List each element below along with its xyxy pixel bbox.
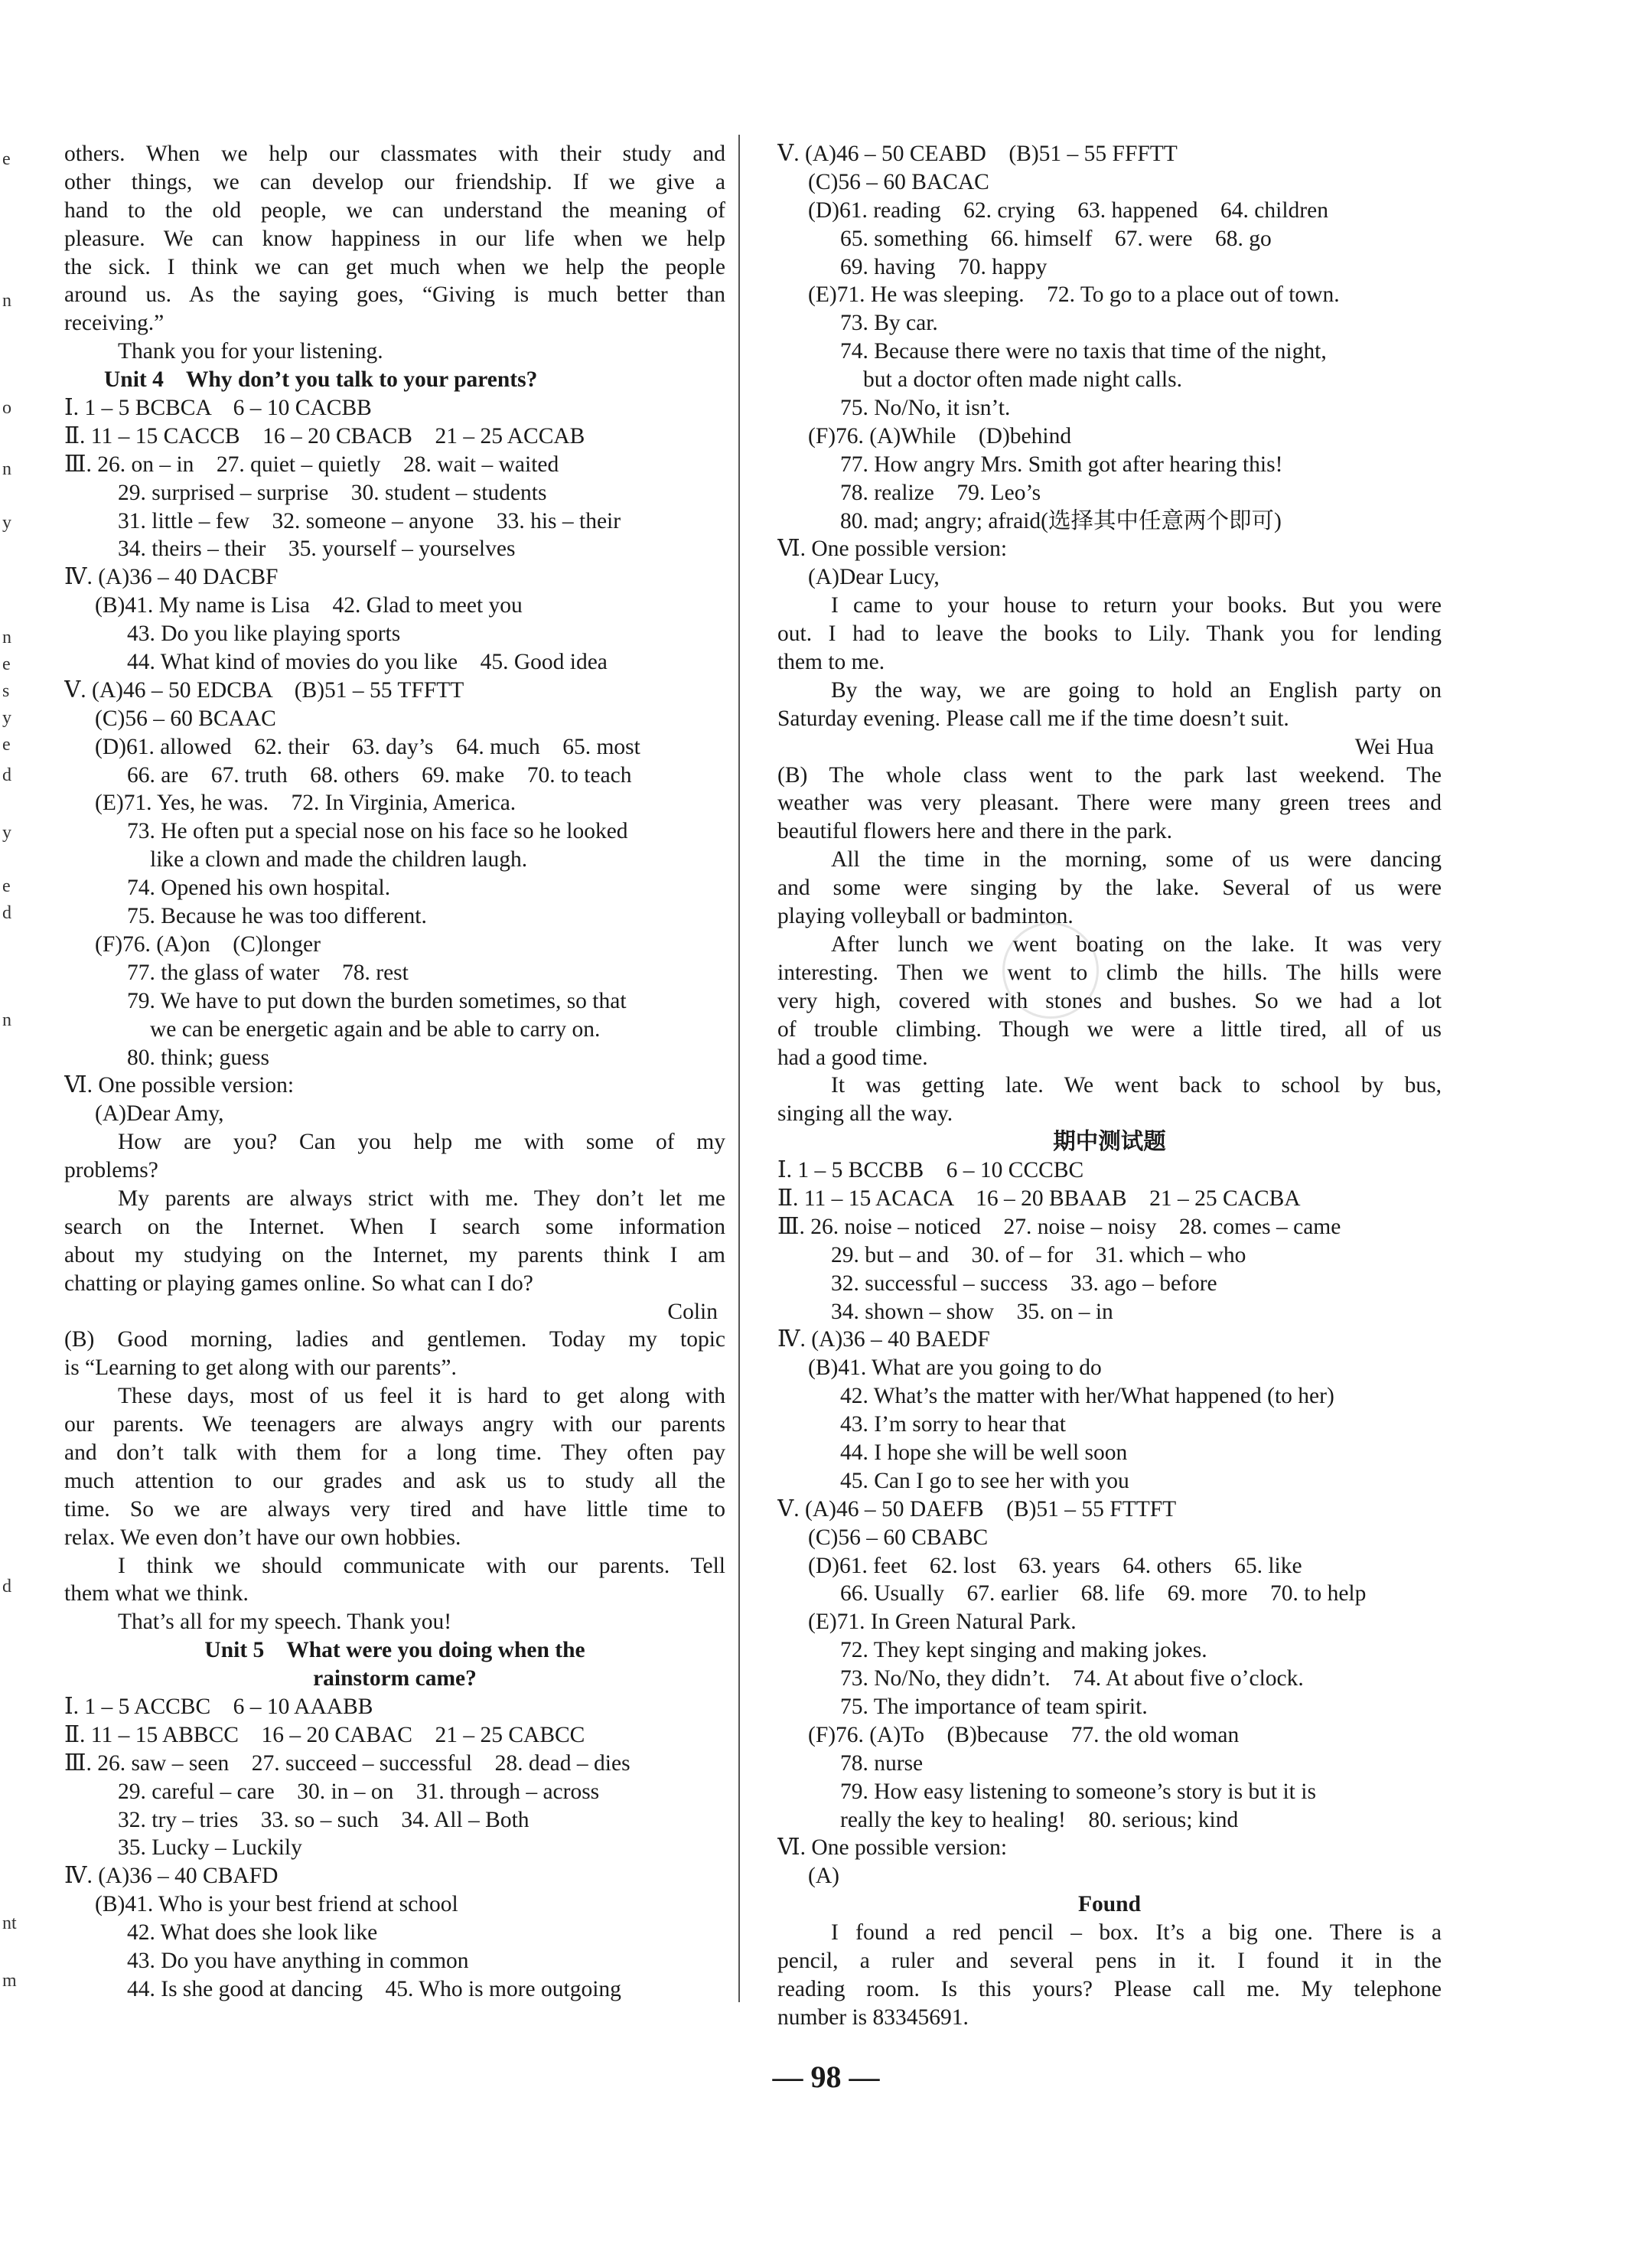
left-line: How are you? Can you help me with some of my [118,1130,725,1155]
left-line: 79. We have to put down the burden sometimes, so that [127,988,627,1013]
edge-letter: d [2,1577,11,1597]
right-line: 75. The importance of team spirit. [840,1694,1148,1719]
right-line: (F)76. (A)To (B)because 77. the old woman [808,1722,1240,1747]
right-line: weather was very pleasant. There were many green trees and [777,791,1442,816]
right-line: 34. shown – show 35. on – in [831,1299,1113,1324]
right-line: Found [1078,1892,1141,1917]
right-line: Wei Hua [1354,734,1434,759]
left-line: Ⅳ. (A)36 – 40 DACBF [64,565,279,590]
left-line: chatting or playing games online. So what can I do? [64,1270,533,1296]
left-line: (B)41. Who is your best friend at school [95,1892,458,1917]
left-line: is “Learning to get along with our parents”. [64,1355,457,1381]
right-line: (A)Dear Lucy, [808,565,940,590]
right-line: (C)56 – 60 CBABC [808,1525,989,1550]
left-line: 35. Lucky – Luckily [118,1835,302,1861]
right-line: (C)56 – 60 BACAC [808,169,989,194]
right-line: (F)76. (A)While (D)behind [808,423,1072,449]
right-line: number is 83345691. [777,2004,969,2030]
left-line: 42. What does she look like [127,1920,378,1946]
left-line: Ⅴ. (A)46 – 50 EDCBA (B)51 – 55 TFFTT [64,677,464,703]
right-line: 80. mad; angry; afraid(选择其中任意两个即可) [840,508,1282,533]
left-column [64,140,725,2004]
left-line: 66. are 67. truth 68. others 69. make 70. to teach [127,762,632,788]
right-line: 32. successful – success 33. ago – before [831,1270,1217,1296]
left-line: 31. little – few 32. someone – anyone 33. his – their [118,508,621,533]
left-line: them what we think. [64,1581,249,1606]
left-line: relax. We even don’t have our own hobbies. [64,1525,461,1550]
left-line: (B) Good morning, ladies and gentlemen. Today my topic [64,1327,725,1352]
left-line: 80. think; guess [127,1045,270,1070]
left-line: 73. He often put a special nose on his face so he looked [127,819,628,844]
right-line: reading room. Is this yours? Please call me. My telephone [777,1976,1442,2001]
left-line: (E)71. Yes, he was. 72. In Virginia, America. [95,791,516,816]
left-line: receiving.” [64,311,165,336]
left-line: That’s all for my speech. Thank you! [118,1610,452,1635]
left-line: Ⅰ. 1 – 5 ACCBC 6 – 10 AAABB [64,1694,373,1719]
left-line: about my studying on the Internet, my parents think I am [64,1242,725,1267]
left-line: 29. surprised – surprise 30. student – students [118,480,547,505]
left-line: around us. As the saying goes, “Giving is much better than [64,282,725,308]
right-line: (E)71. He was sleeping. 72. To go to a place out of town. [808,282,1340,308]
right-line: and some were singing by the lake. Several of us were [777,876,1442,901]
left-line: (F)76. (A)on (C)longer [95,931,321,957]
right-line: 69. having 70. happy [840,254,1048,279]
right-line: 78. realize 79. Leo’s [840,480,1041,505]
right-line: interesting. Then we went to climb the hills. The hills were [777,960,1442,985]
edge-letter: m [2,1971,17,1991]
right-line: very high, covered with stones and bushes. So we had a lot [777,988,1442,1013]
right-line: out. I had to leave the books to Lily. Thank you for lending [777,621,1442,647]
left-line: Ⅲ. 26. saw – seen 27. succeed – successful 28. dead – dies [64,1750,630,1776]
edge-letter: e [2,735,11,755]
right-line: 74. Because there were no taxis that time of the night, [840,339,1327,364]
right-column [777,140,1442,2032]
left-line: the sick. I think we can get much when we help the people [64,254,725,279]
column-divider [738,135,740,2002]
right-line: 73. No/No, they didn’t. 74. At about five o’clock. [840,1666,1304,1691]
right-line: pencil, a ruler and several pens in it. I found it in the [777,1949,1442,1973]
left-line: 29. careful – care 30. in – on 31. through – across [118,1779,600,1804]
left-line: 44. Is she good at dancing 45. Who is more outgoing [127,1976,621,2001]
left-line: 75. Because he was too different. [127,904,427,929]
left-line: (D)61. allowed 62. their 63. day’s 64. much 65. most [95,734,640,759]
left-line: Colin [667,1299,718,1324]
right-line: Ⅴ. (A)46 – 50 CEABD (B)51 – 55 FFFTT [777,142,1178,166]
left-line: (A)Dear Amy, [95,1101,224,1127]
left-line: Thank you for your listening. [118,339,383,364]
right-line: 72. They kept singing and making jokes. [840,1638,1207,1663]
right-line: (B)41. What are you going to do [808,1355,1102,1381]
edge-letter: s [2,681,10,701]
right-line: (A) [808,1864,839,1889]
left-line: My parents are always strict with me. They don’t let me [118,1186,725,1211]
right-line: but a doctor often made night calls. [863,367,1182,393]
left-line: Ⅳ. (A)36 – 40 CBAFD [64,1864,279,1889]
right-line: 42. What’s the matter with her/What happened (to her) [840,1384,1334,1409]
edge-letter: y [2,708,11,728]
right-line: singing all the way. [777,1101,953,1127]
left-line: we can be energetic again and be able to carry on. [150,1016,601,1042]
edge-letter: n [2,291,11,311]
left-line: hand to the old people, we can understand the meaning of [64,197,725,223]
right-line: Ⅱ. 11 – 15 ACACA 16 – 20 BBAAB 21 – 25 CACBA [777,1186,1301,1211]
edge-letter: y [2,823,11,843]
right-line: 29. but – and 30. of – for 31. which – who [831,1242,1246,1267]
right-line: really the key to healing! 80. serious; kind [840,1807,1239,1832]
edge-letter: d [2,765,11,785]
right-line: (B) The whole class went to the park last weekend. The [777,762,1442,788]
left-line: problems? [64,1158,158,1183]
right-line: Ⅳ. (A)36 – 40 BAEDF [777,1327,990,1352]
left-line: 43. Do you like playing sports [127,621,401,647]
left-line: Ⅱ. 11 – 15 CACCB 16 – 20 CBACB 21 – 25 ACCAB [64,423,585,449]
right-line: 44. I hope she will be well soon [840,1440,1128,1465]
right-line: Ⅵ. One possible version: [777,537,1008,562]
left-line: These days, most of us feel it is hard to get along with [118,1384,725,1409]
right-line: 45. Can I go to see her with you [840,1468,1129,1493]
left-line: rainstorm came? [313,1666,477,1691]
left-line: pleasure. We can know happiness in our life when we help [64,226,725,251]
left-line: others. When we help our classmates with their study and [64,142,725,166]
right-line: 79. How easy listening to someone’s story is but it is [840,1779,1316,1804]
right-line: By the way, we are going to hold an English party on [831,677,1442,703]
left-line: 77. the glass of water 78. rest [127,960,409,985]
left-line: 32. try – tries 33. so – such 34. All – Both [118,1807,529,1832]
edge-letter: e [2,876,11,896]
right-line: I came to your house to return your books. But you were [831,593,1442,618]
right-line: Ⅰ. 1 – 5 BCCBB 6 – 10 CCCBC [777,1158,1084,1183]
right-line: I found a red pencil – box. It’s a big one. There is a [831,1920,1442,1946]
right-line: 73. By car. [840,311,938,336]
left-line: Unit 5 What were you doing when the [204,1638,585,1663]
left-line: much attention to our grades and ask us to study all the [64,1468,725,1493]
left-line: (C)56 – 60 BCAAC [95,706,276,731]
left-line: 74. Opened his own hospital. [127,876,391,901]
left-line: other things, we can develop our friendship. If we give a [64,169,725,194]
left-line: like a clown and made the children laugh. [150,847,528,873]
right-line: playing volleyball or badminton. [777,904,1074,929]
edge-letter: n [2,628,11,647]
right-line: (D)61. feet 62. lost 63. years 64. others 65. like [808,1553,1302,1578]
edge-letter: n [2,459,11,479]
right-line: 78. nurse [840,1750,924,1776]
right-line: 43. I’m sorry to hear that [840,1412,1066,1437]
right-line: 65. something 66. himself 67. were 68. go [840,226,1272,251]
left-line: and don’t talk with them for a long time. They often pay [64,1440,725,1465]
right-line: beautiful flowers here and there in the park. [777,819,1173,844]
right-line: Ⅲ. 26. noise – noticed 27. noise – noisy 28. comes – came [777,1214,1341,1239]
right-line: 66. Usually 67. earlier 68. life 69. more 70. to help [840,1581,1367,1606]
left-line: I think we should communicate with our parents. Tell [118,1553,725,1578]
left-line: Ⅰ. 1 – 5 BCBCA 6 – 10 CACBB [64,396,372,421]
left-line: Unit 4 Why don’t you talk to your parents? [104,367,538,393]
edge-letter: y [2,513,11,533]
right-line: of trouble climbing. Though we were a little tired, all of us [777,1016,1442,1042]
left-line: Ⅱ. 11 – 15 ABBCC 16 – 20 CABAC 21 – 25 CABCC [64,1722,585,1747]
right-line: 75. No/No, it isn’t. [840,396,1011,421]
right-line: 77. How angry Mrs. Smith got after hearing this! [840,452,1283,477]
right-line: Saturday evening. Please call me if the time doesn’t suit. [777,706,1289,731]
right-line: them to me. [777,650,885,675]
left-line: search on the Internet. When I search some information [64,1214,725,1239]
right-line: (E)71. In Green Natural Park. [808,1610,1077,1635]
left-edge-fragments [0,0,17,2028]
right-line: Ⅵ. One possible version: [777,1835,1008,1861]
left-line: Ⅲ. 26. on – in 27. quiet – quietly 28. wait – waited [64,452,559,477]
left-line: our parents. We teenagers are always angry with our parents [64,1412,725,1437]
right-line: (D)61. reading 62. crying 63. happened 64. children [808,197,1328,223]
left-line: 34. theirs – their 35. yourself – yourselves [118,537,516,562]
edge-letter: e [2,149,11,169]
left-line: (B)41. My name is Lisa 42. Glad to meet you [95,593,523,618]
edge-letter: nt [2,1913,17,1933]
edge-letter: d [2,903,11,923]
left-line: 43. Do you have anything in common [127,1949,469,1973]
edge-letter: o [2,398,11,418]
right-line: It was getting late. We went back to school by bus, [831,1073,1442,1098]
right-line: Ⅴ. (A)46 – 50 DAEFB (B)51 – 55 FTTFT [777,1496,1177,1522]
page-number: — 98 — [772,2060,880,2094]
right-line: had a good time. [777,1045,928,1070]
left-line: 44. What kind of movies do you like 45. Good idea [127,650,608,675]
right-line: All the time in the morning, some of us were dancing [831,847,1442,873]
left-line: time. So we are always very tired and have little time to [64,1496,725,1522]
right-line: After lunch we went boating on the lake. It was very [831,931,1442,957]
right-line: 期中测试题 [1053,1130,1166,1155]
edge-letter: n [2,1010,11,1030]
left-line: Ⅵ. One possible version: [64,1073,295,1098]
edge-letter: e [2,654,11,674]
